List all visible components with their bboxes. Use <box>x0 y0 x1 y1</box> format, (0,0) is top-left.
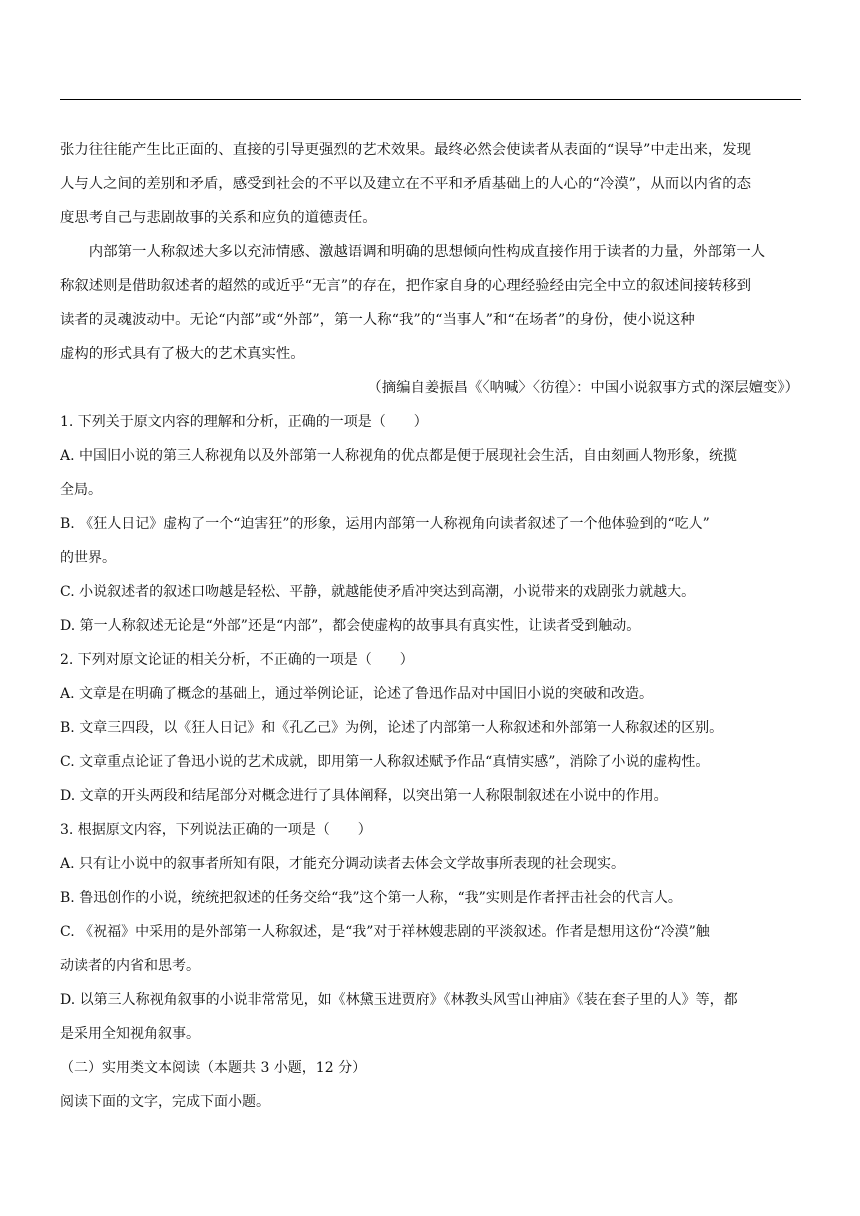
option-d: D. 以第三人称视角叙事的小说非常常见，如《林黛玉进贾府》《林教头风雪山神庙》《装在套子里的人》等，都 <box>60 992 738 1008</box>
option-c-continued: 动读者的内省和思考。 <box>60 958 200 974</box>
passage-paragraph-1 <box>60 133 801 235</box>
question-stem: 1. 下列关于原文内容的理解和分析，正确的一项是（ ） <box>60 414 428 430</box>
option-c: C. 小说叙述者的叙述口吻越是轻松、平静，就越能使矛盾冲突达到高潮，小说带来的戏剧张力就越大。 <box>60 584 696 600</box>
option-a-continued: 全局。 <box>60 482 102 498</box>
passage-line: 内部第一人称叙述大多以充沛情感、激越语调和明确的思想倾向性构成直接作用于读者的力量，外部第一人 <box>88 244 766 260</box>
option-d: D. 文章的开头两段和结尾部分对概念进行了具体阐释，以突出第一人称限制叙述在小说中的作用。 <box>60 788 668 804</box>
option-b-continued: 的世界。 <box>60 550 116 566</box>
option-a: A. 中国旧小说的第三人称视角以及外部第一人称视角的优点都是便于展现社会生活，自由刻画人物形象，统揽 <box>60 448 738 464</box>
passage-line: 虚构的形式具有了极大的艺术真实性。 <box>60 346 305 362</box>
passage-source: （摘编自姜振昌《〈呐喊〉〈彷徨〉：中国小说叙事方式的深层嬗变》） <box>367 380 799 396</box>
document-body <box>60 133 801 1119</box>
passage-line: 张力往往能产生比正面的、直接的引导更强烈的艺术效果。最终必然会使读者从表面的“误导”中走出来，发现 <box>60 142 752 158</box>
question-2 <box>60 643 801 813</box>
passage-line: 度思考自己与悲剧故事的关系和应负的道德责任。 <box>60 210 377 226</box>
question-1 <box>60 405 801 643</box>
passage-paragraph-2 <box>60 235 801 371</box>
section-instruction: 阅读下面的文字，完成下面小题。 <box>60 1094 270 1110</box>
passage-line: 读者的灵魂波动中。无论“内部”或“外部”，第一人称“我”的“当事人”和“在场者”的身份，使小说这种 <box>60 312 695 328</box>
option-d: D. 第一人称叙述无论是“外部”还是“内部”，都会使虚构的故事具有真实性，让读者受到触动。 <box>60 618 641 634</box>
option-d-continued: 是采用全知视角叙事。 <box>60 1026 200 1042</box>
option-b: B. 文章三四段，以《狂人日记》和《孔乙己》为例，论述了内部第一人称叙述和外部第一人称叙述的区别。 <box>60 720 724 736</box>
question-stem: 2. 下列对原文论证的相关分析，不正确的一项是（ ） <box>60 652 414 668</box>
option-a: A. 只有让小说中的叙事者所知有限，才能充分调动读者去体会文学故事所表现的社会现实。 <box>60 856 626 872</box>
question-stem: 3. 根据原文内容，下列说法正确的一项是（ ） <box>60 822 372 838</box>
header-rule <box>60 99 801 100</box>
option-a: A. 文章是在明确了概念的基础上，通过举例论证，论述了鲁迅作品对中国旧小说的突破和改造。 <box>60 686 654 702</box>
option-c: C. 文章重点论证了鲁迅小说的艺术成就，即用第一人称叙述赋予作品“真情实感”，消除了小说的虚构性。 <box>60 754 710 770</box>
option-b: B. 《狂人日记》虚构了一个“迫害狂”的形象，运用内部第一人称视角向读者叙述了一个他体验到的“吃人” <box>60 516 710 532</box>
passage-line: 称叙述则是借助叙述者的超然的或近乎“无言”的存在，把作家自身的心理经验经由完全中立的叙述间接转移到 <box>60 278 752 294</box>
option-b: B. 鲁迅创作的小说，统统把叙述的任务交给“我”这个第一人称，“我”实则是作者抨击社会的代言人。 <box>60 890 682 906</box>
section-title: （二）实用类文本阅读（本题共 3 小题，12 分） <box>60 1060 367 1076</box>
question-3 <box>60 813 801 1051</box>
option-c: C. 《祝福》中采用的是外部第一人称叙述，是“我”对于祥林嫂悲剧的平淡叙述。作者是想用这份“冷漠”触 <box>60 924 710 940</box>
passage-line: 人与人之间的差别和矛盾，感受到社会的不平以及建立在不平和矛盾基础上的人心的“冷漠”，从而以内省的态 <box>60 176 752 192</box>
